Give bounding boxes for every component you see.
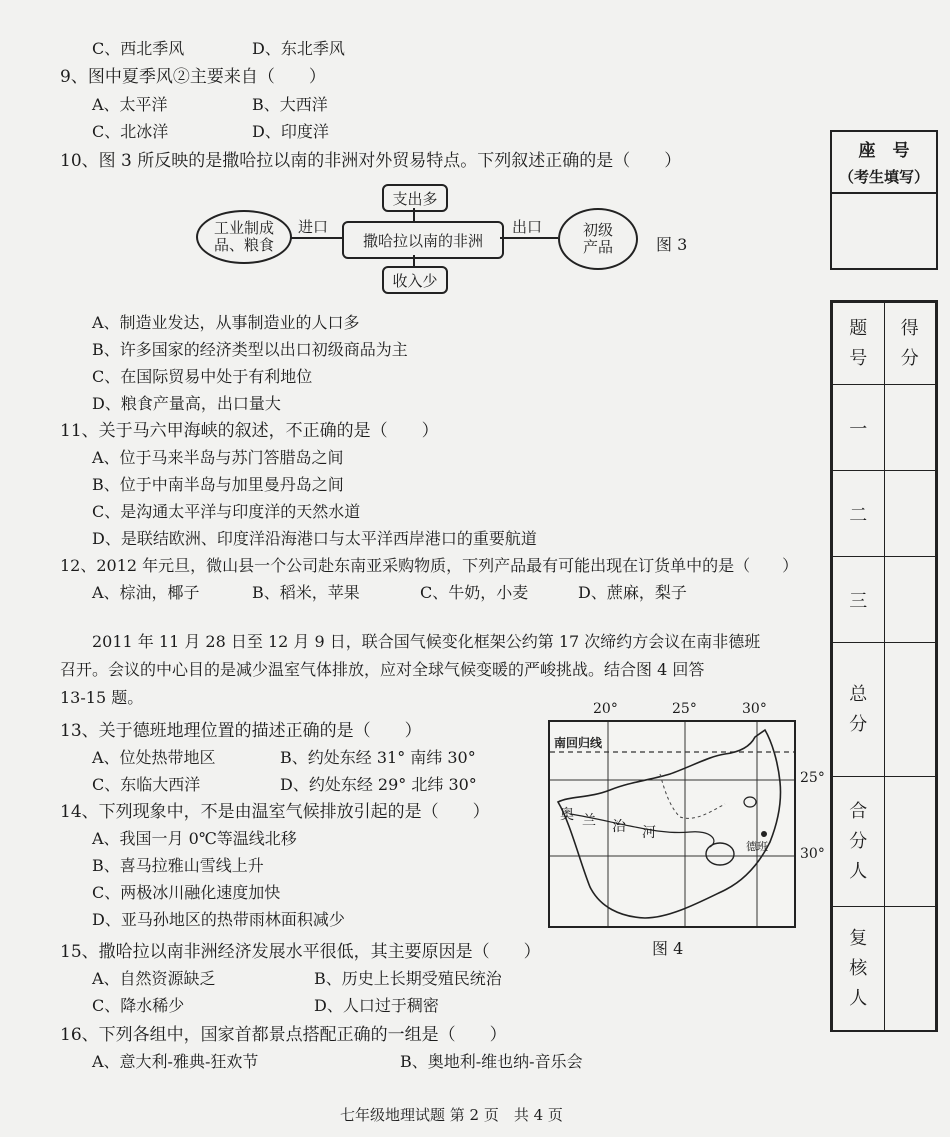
map-lon-20: 20° — [593, 701, 618, 717]
map-lat-30: 30° — [800, 846, 825, 862]
q11-option-d: D、是联结欧洲、印度洋沿海港口与太平洋西岸港口的重要航道 — [92, 529, 537, 548]
fig3-export-line — [500, 237, 558, 239]
q14-option-d: D、亚马孙地区的热带雨林面积减少 — [92, 910, 345, 929]
map-tropic-label: 南回归线 — [554, 736, 603, 750]
q15-option-c: C、降水稀少 — [92, 996, 185, 1015]
q10-stem: 10、图 3 所反映的是撒哈拉以南的非洲对外贸易特点。下列叙述正确的是（ ） — [60, 151, 682, 171]
fig3-center-box: 撒哈拉以南的非洲 — [342, 221, 504, 259]
q12-option-b: B、稻米，苹果 — [252, 583, 360, 602]
q14-option-c: C、两极冰川融化速度加快 — [92, 883, 281, 902]
q10-option-a: A、制造业发达，从事制造业的人口多 — [92, 313, 360, 332]
fig3-left-line2: 品、粮食 — [213, 236, 274, 254]
fig3-import-line — [290, 237, 342, 239]
q13-option-d: D、约处东经 29° 北纬 30° — [280, 775, 477, 794]
q11-option-a: A、位于马来半岛与苏门答腊岛之间 — [92, 448, 344, 467]
q9-option-a: A、太平洋 — [92, 95, 168, 114]
q10-option-c: C、在国际贸易中处于有利地位 — [92, 367, 313, 386]
passage-line-3: 13-15 题。 — [60, 688, 144, 707]
score-col-item-header: 题 号 — [833, 303, 885, 385]
page-footer: 七年级地理试题 第 2 页 共 4 页 — [340, 1106, 563, 1124]
figure-4-map — [548, 720, 796, 928]
q14-stem: 14、下列现象中，不是由温室气候排放引起的是（ ） — [60, 802, 490, 822]
q15-option-a: A、自然资源缺乏 — [92, 969, 216, 988]
q13-stem: 13、关于德班地理位置的描述正确的是（ ） — [60, 721, 422, 741]
score-row-1-label: 一 — [833, 385, 885, 471]
q13-option-b: B、约处东经 31° 南纬 30° — [280, 748, 476, 767]
q16-option-b: B、奥地利-维也纳-音乐会 — [400, 1052, 583, 1071]
score-merger-label: 合 分 人 — [833, 777, 885, 907]
swaziland-outline — [744, 797, 756, 807]
score-row-1-field[interactable] — [884, 385, 936, 471]
q13-option-a: A、位处热带地区 — [92, 748, 216, 767]
q11-option-c: C、是沟通太平洋与印度洋的天然水道 — [92, 502, 361, 521]
seat-number-field[interactable] — [832, 194, 936, 268]
seat-number-label: 座 号 — [858, 141, 910, 161]
q9-option-d: D、印度洋 — [252, 122, 329, 141]
score-reviewer-field[interactable] — [884, 907, 936, 1031]
q12-option-c: C、牛奶，小麦 — [420, 583, 529, 602]
q14-option-b: B、喜马拉雅山雪线上升 — [92, 856, 264, 875]
q9-option-b: B、大西洋 — [252, 95, 328, 114]
fig3-connector-top — [413, 208, 415, 222]
score-merger-field[interactable] — [884, 777, 936, 907]
q8-option-d: D、东北季风 — [252, 39, 345, 58]
durban-point — [761, 831, 767, 837]
fig3-top-box: 支出多 — [382, 184, 448, 212]
q9-stem: 9、图中夏季风②主要来自（ ） — [60, 67, 326, 87]
q10-option-b: B、许多国家的经济类型以出口初级商品为主 — [92, 340, 408, 359]
score-table — [830, 300, 938, 1032]
fig3-bottom-box: 收入少 — [382, 266, 448, 294]
map-river-char-1: 奥 — [560, 807, 574, 823]
q10-option-d: D、粮食产量高，出口量大 — [92, 394, 281, 413]
map-river-char-2: 兰 — [582, 813, 596, 829]
map-lon-30: 30° — [742, 701, 767, 717]
map-caption: 图 4 — [652, 939, 684, 958]
fig3-left-ellipse — [196, 210, 292, 264]
fig3-left-line1: 工业制成 — [213, 219, 274, 237]
reading-passage — [60, 628, 820, 712]
seat-number-note: （考生填写） — [838, 168, 929, 186]
seat-number-box — [830, 130, 938, 270]
q16-option-a: A、意大利-雅典-狂欢节 — [92, 1052, 259, 1071]
fig3-import-label: 进口 — [298, 218, 329, 236]
passage-line-1: 2011 年 11 月 28 日至 12 月 9 日，联合国气候变化框架公约第 17 次缔约方会议在南非德班 — [60, 632, 761, 651]
q13-option-c: C、东临大西洋 — [92, 775, 201, 794]
fig3-right-line1: 初级 — [582, 221, 613, 239]
q15-option-b: B、历史上长期受殖民统治 — [314, 969, 502, 988]
score-row-3-label: 三 — [833, 557, 885, 643]
seat-number-header — [832, 132, 936, 194]
map-lat-25: 25° — [800, 770, 825, 786]
fig3-export-label: 出口 — [512, 218, 543, 236]
q11-stem: 11、关于马六甲海峡的叙述，不正确的是（ ） — [60, 421, 439, 441]
score-row-3-field[interactable] — [884, 557, 936, 643]
q12-option-d: D、蔗麻，梨子 — [578, 583, 687, 602]
fig3-right-line2: 产品 — [582, 238, 613, 256]
map-durban-label: 德班 — [746, 840, 768, 853]
passage-line-2: 召开。会议的中心目的是减少温室气体排放，应对全球气候变暖的严峻挑战。结合图 4 回答 — [60, 660, 705, 679]
q15-stem: 15、撒哈拉以南非洲经济发展水平很低，其主要原因是（ ） — [60, 942, 541, 962]
score-row-2-label: 二 — [833, 471, 885, 557]
score-col-score-header: 得 分 — [884, 303, 936, 385]
q11-option-b: B、位于中南半岛与加里曼丹岛之间 — [92, 475, 344, 494]
q12-stem: 12、2012 年元旦，微山县一个公司赴东南亚采购物质，下列产品最有可能出现在订货单中的是（ ） — [60, 556, 799, 575]
q16-stem: 16、下列各组中，国家首都景点搭配正确的一组是（ ） — [60, 1025, 507, 1045]
score-row-2-field[interactable] — [884, 471, 936, 557]
map-river-char-4: 河 — [642, 825, 656, 841]
score-reviewer-label: 复 核 人 — [833, 907, 885, 1031]
fig3-right-ellipse — [558, 208, 638, 270]
q8-option-c: C、西北季风 — [92, 39, 185, 58]
score-total-field[interactable] — [884, 643, 936, 777]
internal-border — [660, 774, 725, 818]
q9-option-c: C、北冰洋 — [92, 122, 169, 141]
map-river-char-3: 治 — [612, 819, 626, 835]
q12-option-a: A、棕油，椰子 — [92, 583, 200, 602]
map-lon-25: 25° — [672, 701, 697, 717]
q15-option-d: D、人口过于稠密 — [314, 996, 439, 1015]
fig3-caption: 图 3 — [656, 235, 688, 254]
q14-option-a: A、我国一月 0℃等温线北移 — [92, 829, 297, 848]
score-total-label: 总 分 — [833, 643, 885, 777]
